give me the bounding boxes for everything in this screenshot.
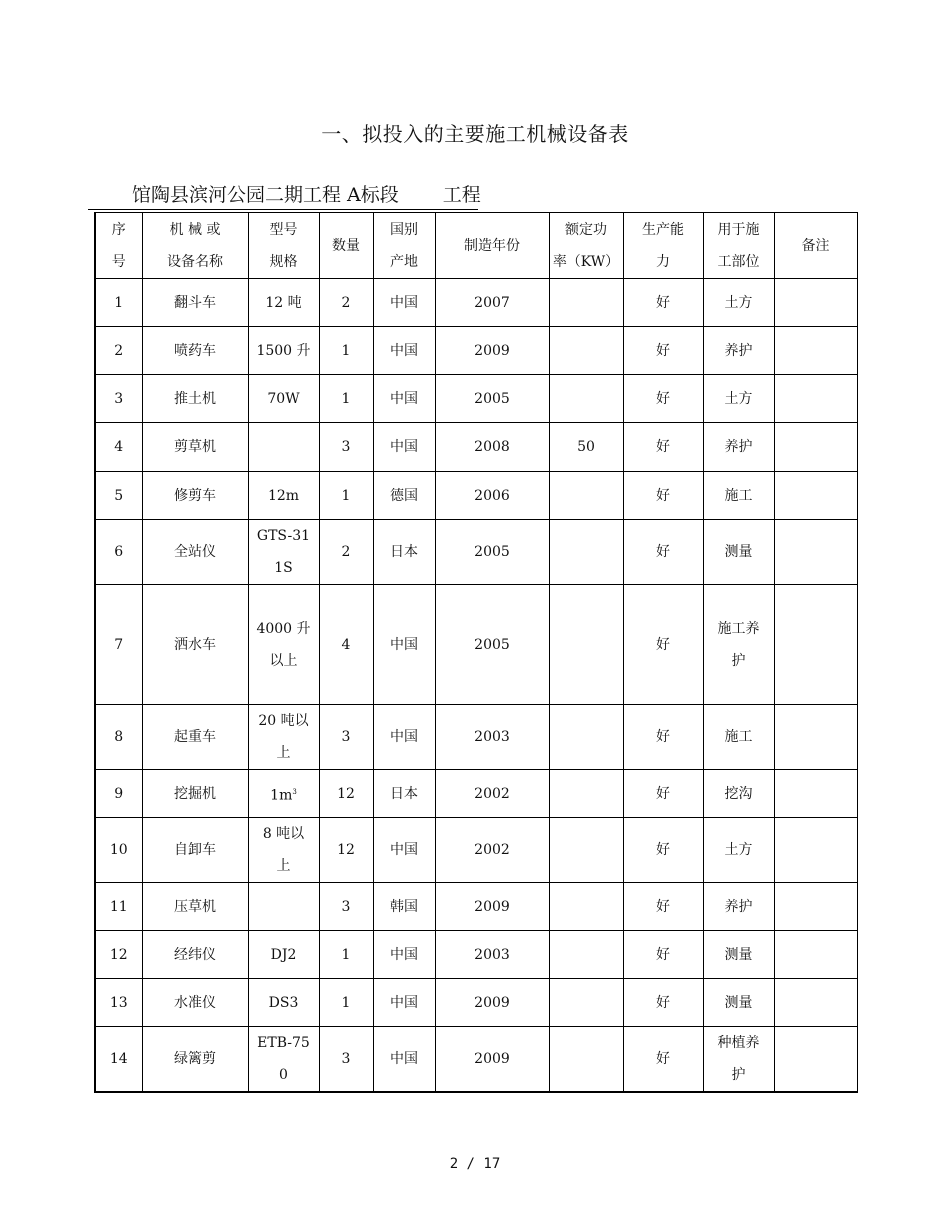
- cell-capacity: 好: [623, 472, 703, 520]
- cell-year: 2003: [435, 931, 549, 979]
- cell-qty: 1: [319, 472, 373, 520]
- cell-qty: 2: [319, 279, 373, 327]
- cell-year: 2002: [435, 818, 549, 883]
- cell-name: 压草机: [142, 883, 248, 931]
- header-part: 用于施 工部位: [703, 213, 774, 279]
- cell-power: [549, 883, 623, 931]
- cell-year: 2005: [435, 375, 549, 423]
- cell-name: 挖掘机: [142, 770, 248, 818]
- cell-note: [774, 520, 857, 585]
- cell-name: 洒水车: [142, 585, 248, 705]
- cell-name: 起重车: [142, 705, 248, 770]
- cell-no: 12: [95, 931, 142, 979]
- cell-no: 9: [95, 770, 142, 818]
- cell-model: ETB-75 0: [248, 1027, 319, 1093]
- project-underline: [88, 209, 478, 210]
- table-row: [95, 883, 857, 931]
- header-year: 制造年份: [435, 213, 549, 279]
- cell-part: 土方: [703, 375, 774, 423]
- cell-capacity: 好: [623, 279, 703, 327]
- cell-part: 养护: [703, 423, 774, 472]
- cell-model: 20 吨以 上: [248, 705, 319, 770]
- cell-no: 11: [95, 883, 142, 931]
- table-row: [95, 279, 857, 327]
- cell-year: 2009: [435, 883, 549, 931]
- cell-capacity: 好: [623, 883, 703, 931]
- cell-origin: 中国: [373, 705, 435, 770]
- table-row: [95, 375, 857, 423]
- cell-note: [774, 279, 857, 327]
- table-header-row: [95, 213, 857, 279]
- cell-note: [774, 423, 857, 472]
- cell-model: [248, 883, 319, 931]
- cell-qty: 12: [319, 770, 373, 818]
- cell-year: 2009: [435, 327, 549, 375]
- cell-origin: 中国: [373, 931, 435, 979]
- cell-model: 8 吨以 上: [248, 818, 319, 883]
- table-row: [95, 818, 857, 883]
- cell-name: 全站仪: [142, 520, 248, 585]
- cell-model: GTS-31 1S: [248, 520, 319, 585]
- cell-note: [774, 818, 857, 883]
- cell-year: 2009: [435, 1027, 549, 1093]
- cell-qty: 1: [319, 979, 373, 1027]
- cell-model: 1500 升: [248, 327, 319, 375]
- project-line: [132, 180, 481, 207]
- cell-year: 2006: [435, 472, 549, 520]
- cell-name: 推土机: [142, 375, 248, 423]
- cell-origin: 中国: [373, 818, 435, 883]
- cell-note: [774, 1027, 857, 1093]
- header-origin: 国别 产地: [373, 213, 435, 279]
- cell-part: 施工: [703, 472, 774, 520]
- cell-power: [549, 327, 623, 375]
- cell-qty: 1: [319, 375, 373, 423]
- cell-no: 2: [95, 327, 142, 375]
- cell-power: [549, 818, 623, 883]
- cell-qty: 3: [319, 1027, 373, 1093]
- cell-origin: 中国: [373, 979, 435, 1027]
- cell-note: [774, 770, 857, 818]
- cell-no: 3: [95, 375, 142, 423]
- header-qty: 数量: [319, 213, 373, 279]
- cell-capacity: 好: [623, 770, 703, 818]
- table-row: [95, 585, 857, 705]
- cell-year: 2007: [435, 279, 549, 327]
- cell-qty: 4: [319, 585, 373, 705]
- cell-model: 4000 升 以上: [248, 585, 319, 705]
- cell-part: 种植养 护: [703, 1027, 774, 1093]
- cell-no: 1: [95, 279, 142, 327]
- cell-name: 经纬仪: [142, 931, 248, 979]
- cell-part: 土方: [703, 818, 774, 883]
- cell-name: 喷药车: [142, 327, 248, 375]
- cell-capacity: 好: [623, 327, 703, 375]
- cell-capacity: 好: [623, 423, 703, 472]
- equipment-table: [94, 212, 858, 1093]
- cell-note: [774, 979, 857, 1027]
- cell-note: [774, 931, 857, 979]
- cell-no: 13: [95, 979, 142, 1027]
- cell-no: 8: [95, 705, 142, 770]
- cell-name: 自卸车: [142, 818, 248, 883]
- cell-part: 测量: [703, 979, 774, 1027]
- cell-capacity: 好: [623, 818, 703, 883]
- cell-note: [774, 472, 857, 520]
- cell-qty: 1: [319, 327, 373, 375]
- cell-capacity: 好: [623, 705, 703, 770]
- cell-power: [549, 770, 623, 818]
- cell-qty: 12: [319, 818, 373, 883]
- header-capacity: 生产能 力: [623, 213, 703, 279]
- cell-origin: 韩国: [373, 883, 435, 931]
- table-row: [95, 770, 857, 818]
- cell-name: 翻斗车: [142, 279, 248, 327]
- cell-power: [549, 472, 623, 520]
- cell-model: DS3: [248, 979, 319, 1027]
- cell-part: 测量: [703, 931, 774, 979]
- cell-qty: 1: [319, 931, 373, 979]
- cell-model: 12m: [248, 472, 319, 520]
- cell-no: 7: [95, 585, 142, 705]
- cell-power: [549, 375, 623, 423]
- table-row: [95, 1027, 857, 1093]
- table-row: [95, 931, 857, 979]
- cell-no: 6: [95, 520, 142, 585]
- cell-power: [549, 931, 623, 979]
- project-name: 馆陶县滨河公园二期工程 A标段: [132, 184, 399, 206]
- page-title: 一、拟投入的主要施工机械设备表: [321, 122, 629, 146]
- cell-note: [774, 585, 857, 705]
- cell-year: 2003: [435, 705, 549, 770]
- cell-year: 2002: [435, 770, 549, 818]
- cell-part: 养护: [703, 327, 774, 375]
- cell-capacity: 好: [623, 979, 703, 1027]
- cell-part: 土方: [703, 279, 774, 327]
- cell-part: 养护: [703, 883, 774, 931]
- cell-name: 修剪车: [142, 472, 248, 520]
- cell-note: [774, 327, 857, 375]
- header-model: 型号 规格: [248, 213, 319, 279]
- cell-power: [549, 1027, 623, 1093]
- cell-power: [549, 279, 623, 327]
- table-row: [95, 327, 857, 375]
- cell-power: [549, 979, 623, 1027]
- cell-name: 水准仪: [142, 979, 248, 1027]
- cell-part: 施工养 护: [703, 585, 774, 705]
- cell-qty: 3: [319, 705, 373, 770]
- table-row: [95, 520, 857, 585]
- cell-no: 10: [95, 818, 142, 883]
- cell-power: [549, 520, 623, 585]
- header-name: 机 械 或 设备名称: [142, 213, 248, 279]
- cell-capacity: 好: [623, 585, 703, 705]
- table-row: [95, 472, 857, 520]
- cell-origin: 德国: [373, 472, 435, 520]
- equipment-table-body: [95, 213, 857, 1093]
- header-note: 备注: [774, 213, 857, 279]
- cell-model: 70W: [248, 375, 319, 423]
- cell-power: 50: [549, 423, 623, 472]
- cell-origin: 中国: [373, 585, 435, 705]
- table-row: [95, 979, 857, 1027]
- table-row: [95, 705, 857, 770]
- cell-origin: 中国: [373, 423, 435, 472]
- cell-no: 5: [95, 472, 142, 520]
- cell-part: 挖沟: [703, 770, 774, 818]
- page-number: 2 / 17: [449, 1156, 501, 1172]
- header-power: 额定功 率（KW）: [549, 213, 623, 279]
- cell-origin: 日本: [373, 520, 435, 585]
- cell-note: [774, 883, 857, 931]
- cell-note: [774, 375, 857, 423]
- cell-capacity: 好: [623, 931, 703, 979]
- cell-part: 施工: [703, 705, 774, 770]
- cell-part: 测量: [703, 520, 774, 585]
- cell-qty: 3: [319, 883, 373, 931]
- cell-name: 绿篱剪: [142, 1027, 248, 1093]
- cell-qty: 2: [319, 520, 373, 585]
- cell-model: [248, 423, 319, 472]
- cell-capacity: 好: [623, 1027, 703, 1093]
- cell-no: 14: [95, 1027, 142, 1093]
- cell-year: 2005: [435, 585, 549, 705]
- cell-qty: 3: [319, 423, 373, 472]
- cell-origin: 中国: [373, 1027, 435, 1093]
- cell-model: DJ2: [248, 931, 319, 979]
- cell-year: 2008: [435, 423, 549, 472]
- cell-name: 剪草机: [142, 423, 248, 472]
- cell-year: 2005: [435, 520, 549, 585]
- cell-power: [549, 705, 623, 770]
- cell-capacity: 好: [623, 375, 703, 423]
- table-row: [95, 423, 857, 472]
- cell-origin: 日本: [373, 770, 435, 818]
- cell-capacity: 好: [623, 520, 703, 585]
- cell-origin: 中国: [373, 327, 435, 375]
- cell-origin: 中国: [373, 279, 435, 327]
- cell-note: [774, 705, 857, 770]
- cell-model: $1m^3$: [248, 770, 319, 818]
- cell-origin: 中国: [373, 375, 435, 423]
- cell-year: 2009: [435, 979, 549, 1027]
- cell-power: [549, 585, 623, 705]
- cell-model: 12 吨: [248, 279, 319, 327]
- header-no: 序 号: [95, 213, 142, 279]
- cell-no: 4: [95, 423, 142, 472]
- project-suffix: 工程: [442, 184, 481, 206]
